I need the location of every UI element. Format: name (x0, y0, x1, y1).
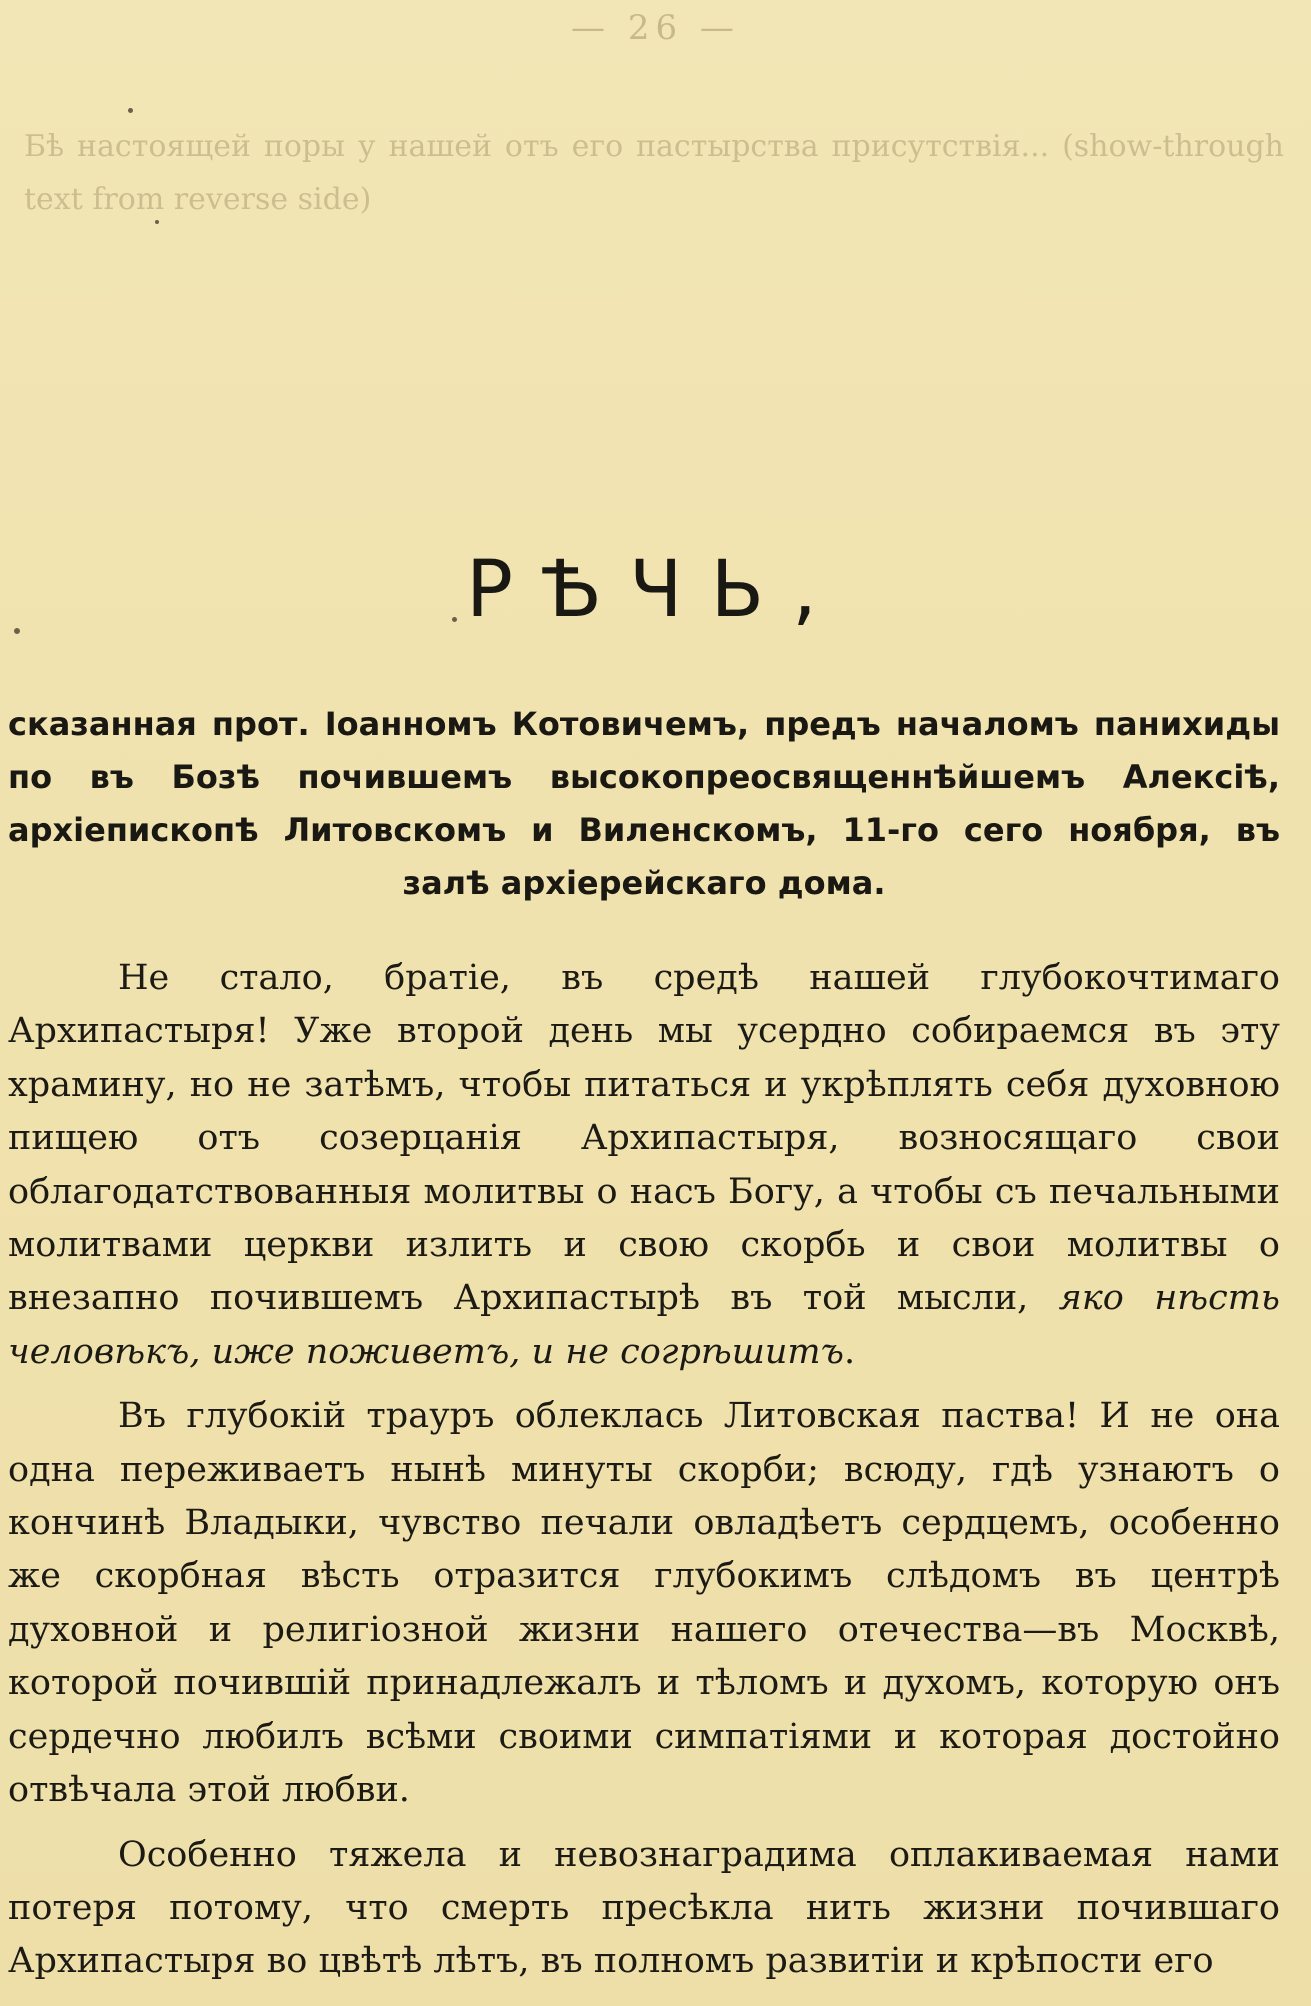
ink-speck (452, 617, 457, 622)
paragraph-2: Въ глубокій трауръ облеклась Литовская паства! И не она одна переживаетъ нынѣ минуты скорби; всюду, гдѣ узнаютъ о кончинѣ Владыки, чувство печали овладѣетъ сердцемъ, особенно же скорбная вѣсть отразится глубокимъ слѣдомъ въ центрѣ духовной и религіозной жизни нашего отечества—въ Москвѣ, которой почившій принадлежалъ и тѣломъ и духомъ, которую онъ сердечно любилъ всѣми своими симпатіями и которая достойно отвѣчала этой любви. (8, 1396, 1280, 1811)
body-text (8, 952, 1280, 1989)
bleed-through-text: Бѣ настоящей поры у нашей отъ его пастырства присутствія... (show-through text from reverse side) (24, 129, 1284, 217)
page-title: РѢЧЬ, (466, 545, 845, 635)
paragraph-3: Особенно тяжела и невознаградима оплакиваемая нами потеря потому, что смерть пресѣкла нить жизни почившаго Архипастыря во цвѣтѣ лѣтъ, въ полномъ развитіи и крѣпости его (8, 1834, 1280, 1982)
paragraph-1 (8, 952, 1280, 1379)
ink-speck (155, 220, 159, 224)
paragraph-1-text: Не стало, братіе, въ средѣ нашей глубокочтимаго Архипастыря! Уже второй день мы усердно собираемся въ эту храмину, но не затѣмъ, чтобы питаться и укрѣплять себя духовною пищею отъ созерцанія Архипастыря, возносящаго свои облагодатствованныя молитвы о насъ Богу, а чтобы съ печальными молитвами церкви излить и свою скорбь и свои молитвы о внезапно почившемъ Архипастырѣ въ той мысли, (8, 958, 1280, 1319)
page-number: — 26 — (571, 8, 740, 48)
ink-speck (128, 108, 133, 113)
paragraph-1-end: . (843, 1331, 856, 1372)
speech-subtitle: сказанная прот. Іоанномъ Котовичемъ, предъ началомъ панихиды по въ Бозѣ почившемъ высокопреосвященнѣйшемъ Алексіѣ, архіепископѣ Литовскомъ и Виленскомъ, 11-го сего ноября, въ залѣ архіерейскаго дома. (8, 705, 1280, 902)
ink-speck (14, 628, 20, 634)
paragraph-1-quote: яко нѣсть человѣкъ, иже поживетъ, и не согрѣшитъ (8, 1278, 1280, 1372)
